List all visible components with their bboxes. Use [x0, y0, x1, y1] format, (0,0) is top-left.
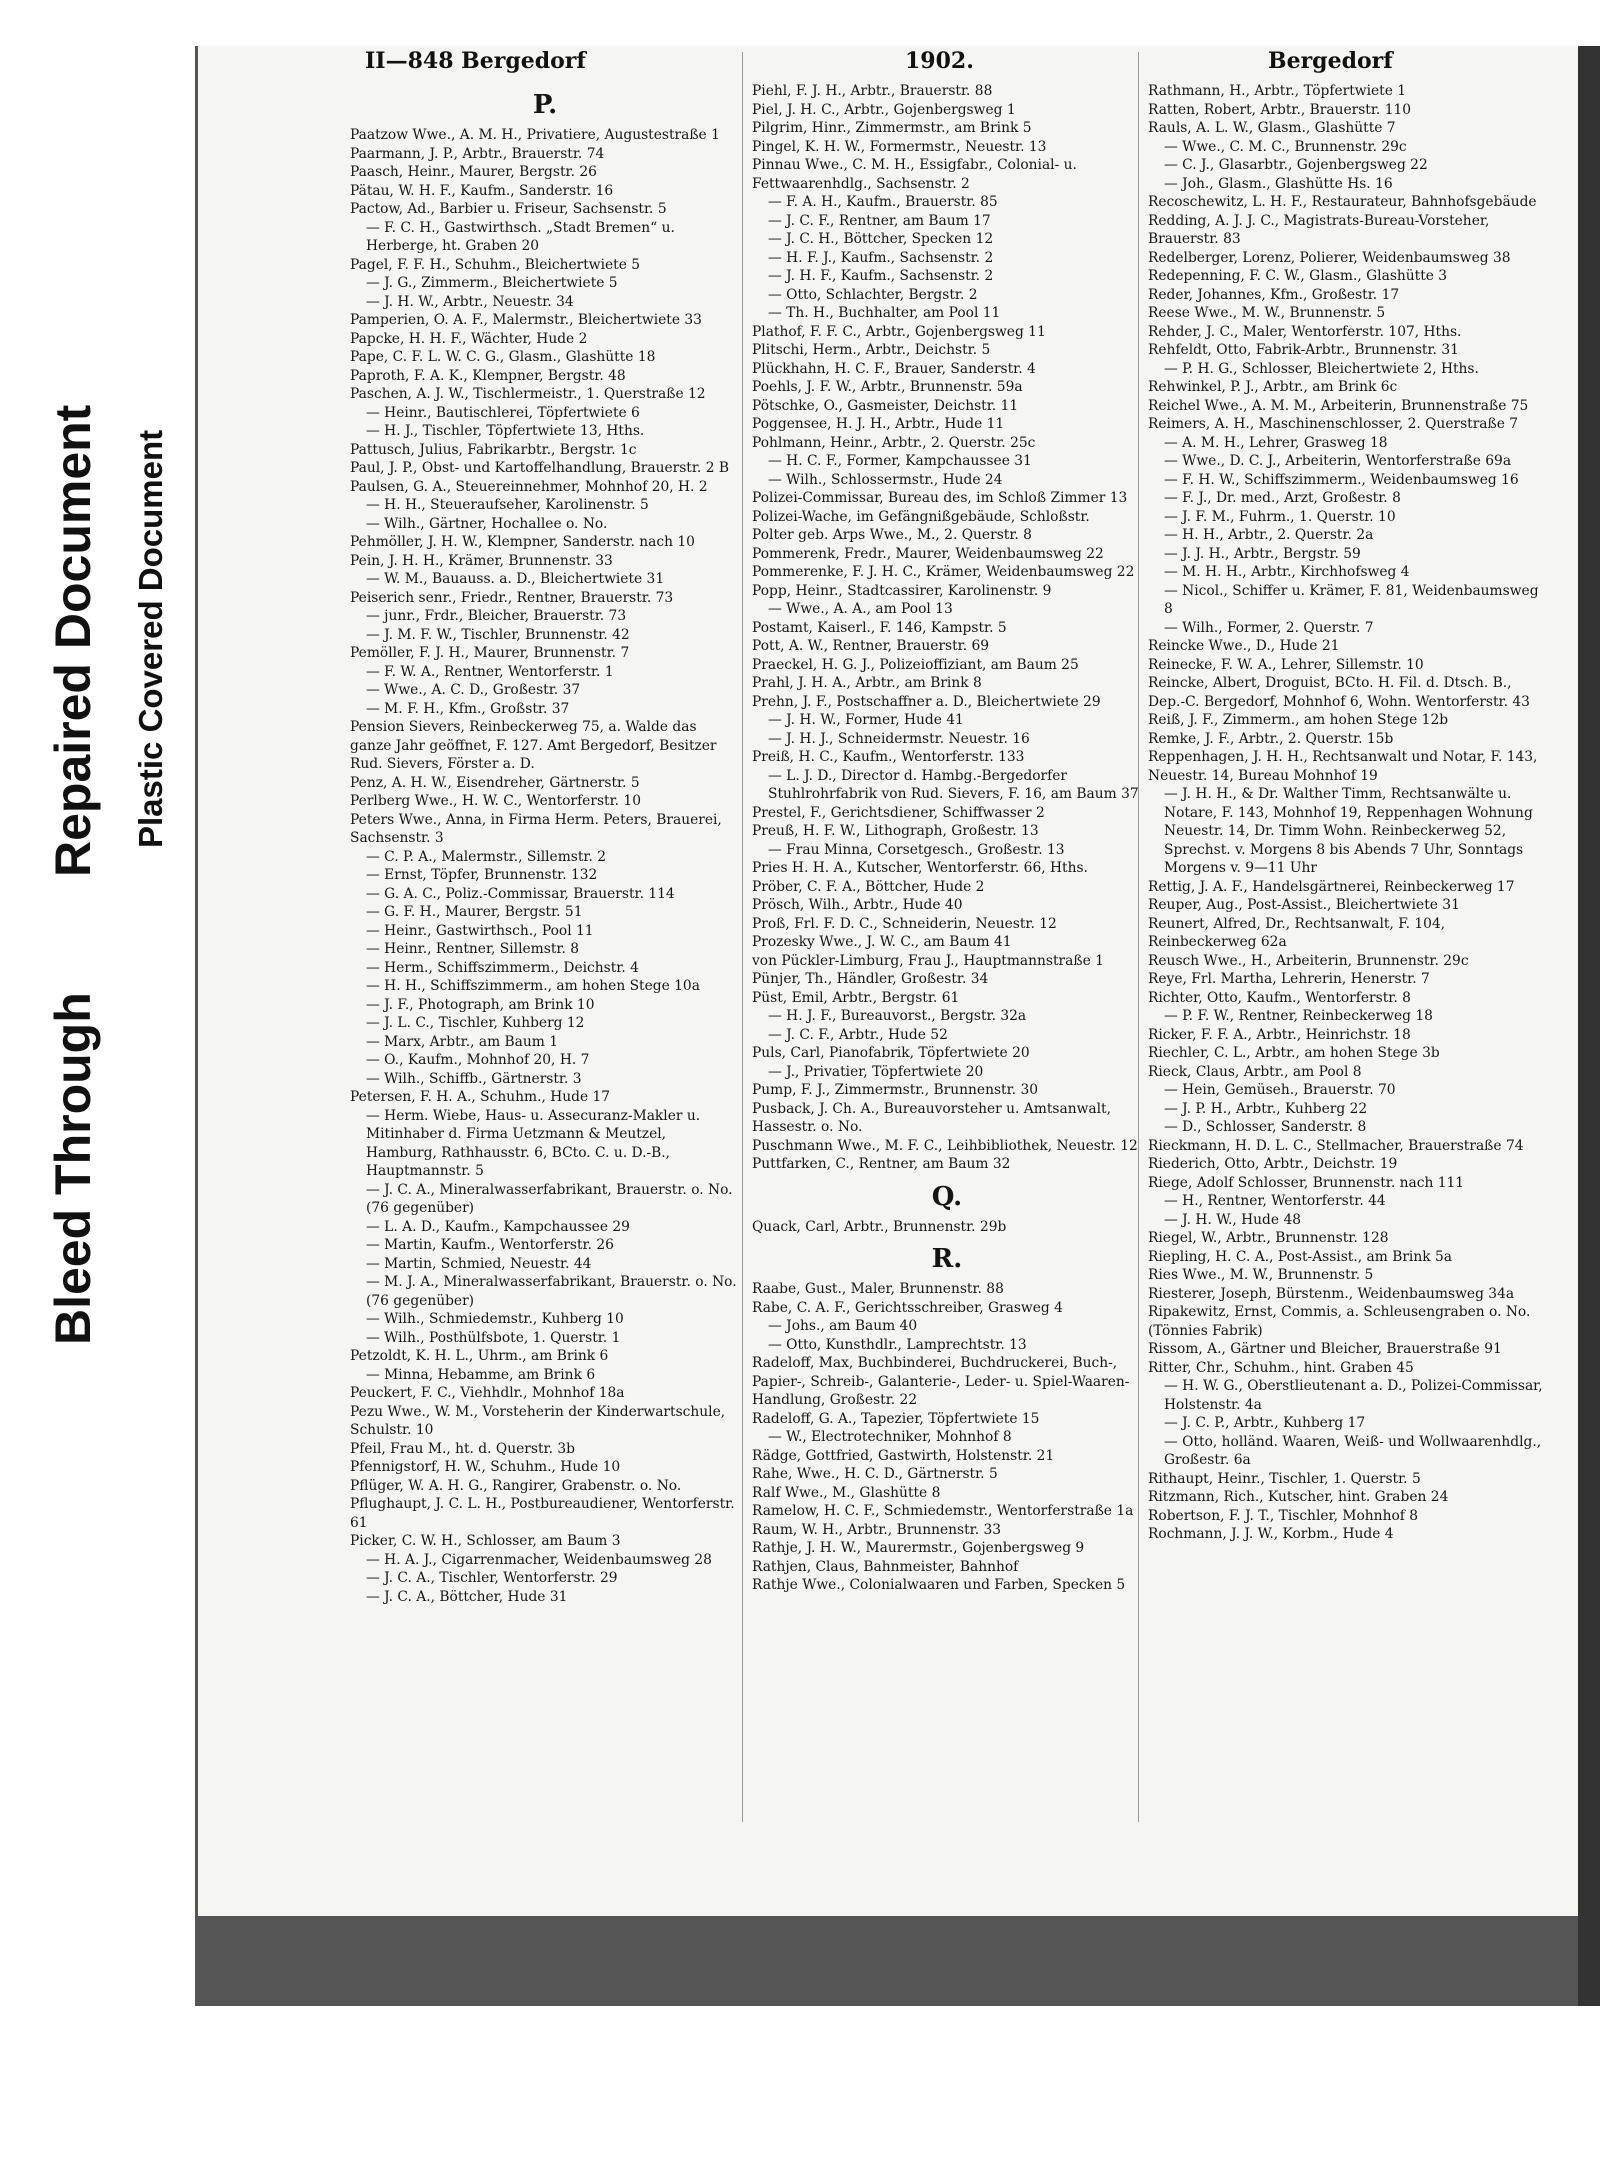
- section-letter: R.: [931, 1244, 963, 1274]
- directory-entry: — Wwe., C. M. C., Brunnenstr. 29c: [1164, 138, 1407, 155]
- directory-column-1: [350, 82, 740, 1606]
- directory-entry: — Joh., Glasm., Glashütte Hs. 16: [1164, 175, 1393, 192]
- directory-entry: — F. H. W., Schiffszimmerm., Weidenbaumsweg 16: [1164, 471, 1519, 488]
- directory-entry: Pein, J. H. H., Krämer, Brunnenstr. 33: [350, 552, 613, 569]
- directory-entry: Puschmann Wwe., M. F. C., Leihbibliothek, Neuestr. 12: [752, 1137, 1138, 1154]
- directory-entry: Pingel, K. H. W., Formermstr., Neuestr. 13: [752, 138, 1047, 155]
- directory-entry: — J. M. F. W., Tischler, Brunnenstr. 42: [366, 626, 630, 643]
- directory-entry: Pünjer, Th., Händler, Großestr. 34: [752, 971, 989, 987]
- directory-entry: Pape, C. F. L. W. C. G., Glasm., Glashütte 18: [350, 349, 656, 365]
- directory-entry: Penz, A. H. W., Eisendreher, Gärtnerstr. 5: [350, 774, 640, 791]
- directory-entry: — Herm. Wiebe, Haus- u. Assecuranz-Makler u. Mitinhaber d. Firma Uetzmann & Meutzel, Hamburg, Rathhausstr. 6, BCto. C. u. D.-B., Hauptmannstr. 5: [366, 1107, 701, 1179]
- directory-entry: Pinnau Wwe., C. M. H., Essigfabr., Colonial- u. Fettwaarenhdlg., Sachsenstr. 2: [752, 157, 1077, 192]
- directory-entry: Paul, J. P., Obst- und Kartoffelhandlung, Brauerstr. 2 B: [350, 460, 729, 476]
- page-edge: [1578, 46, 1600, 2006]
- directory-entry: Paschen, A. J. W., Tischlermeistr., 1. Querstraße 12: [350, 386, 706, 402]
- directory-entry: — J. H. H., & Dr. Walther Timm, Rechtsanwälte u. Notare, F. 143, Mohnhof 19, Reppenhagen Wohnung Neuestr. 14, Dr. Timm Wohn. Reinbeckerweg 52, Sprechst. v. Morgens 8 bis Abends 7 Uhr, Sonntags Morgens v. 9—11 Uhr: [1164, 786, 1533, 876]
- directory-entry: — Wwe., A. A., am Pool 13: [768, 601, 953, 617]
- directory-entry: — J. G., Zimmerm., Bleichertwiete 5: [366, 275, 618, 291]
- directory-entry: Preiß, H. C., Kaufm., Wentorferstr. 133: [752, 749, 1025, 765]
- directory-entry: — Johs., am Baum 40: [768, 1318, 918, 1334]
- directory-entry: Prehn, J. F., Postschaffner a. D., Bleichertwiete 29: [752, 693, 1101, 710]
- directory-entry: — P. H. G., Schlosser, Bleichertwiete 2, Hths.: [1164, 360, 1479, 377]
- directory-entry: Riegel, W., Arbtr., Brunnenstr. 128: [1148, 1230, 1389, 1246]
- directory-entry: — C. J., Glasarbtr., Gojenbergsweg 22: [1164, 157, 1428, 173]
- directory-entry: Paasch, Heinr., Maurer, Bergstr. 26: [350, 164, 597, 180]
- directory-entry: Reye, Frl. Martha, Lehrerin, Henerstr. 7: [1148, 971, 1430, 987]
- directory-entry: Papcke, H. H. F., Wächter, Hude 2: [350, 330, 588, 347]
- directory-entry: — Wilh., Gärtner, Hochallee o. No.: [366, 515, 608, 532]
- directory-entry: Plitschi, Herm., Arbtr., Deichstr. 5: [752, 342, 991, 358]
- header-center: 1902.: [905, 48, 974, 74]
- directory-entry: — J. L. C., Tischler, Kuhberg 12: [366, 1015, 585, 1031]
- directory-entry: — C. P. A., Malermstr., Sillemstr. 2: [366, 848, 607, 865]
- directory-entry: Perlberg Wwe., H. W. C., Wentorferstr. 10: [350, 793, 641, 809]
- sidebar: [0, 0, 195, 2177]
- directory-entry: Rathje Wwe., Colonialwaaren und Farben, Specken 5: [752, 1577, 1126, 1593]
- directory-entry: Pilgrim, Hinr., Zimmermstr., am Brink 5: [752, 120, 1032, 136]
- directory-entry: Pohlmann, Heinr., Arbtr., 2. Querstr. 25c: [752, 434, 1036, 451]
- directory-entry: Reincke Wwe., D., Hude 21: [1148, 638, 1340, 654]
- directory-entry: Reder, Johannes, Kfm., Großestr. 17: [1148, 286, 1400, 303]
- directory-entry: Pröber, C. F. A., Böttcher, Hude 2: [752, 878, 985, 895]
- directory-entry: — Wilh., Schmiedemstr., Kuhberg 10: [366, 1311, 624, 1327]
- directory-entry: Reese Wwe., M. W., Brunnenstr. 5: [1148, 305, 1386, 321]
- directory-entry: Rettig, J. A. F., Handelsgärtnerei, Reinbeckerweg 17: [1148, 878, 1515, 895]
- directory-entry: Riechler, C. L., Arbtr., am hohen Stege 3b: [1148, 1045, 1440, 1061]
- directory-entry: Riederich, Otto, Arbtr., Deichstr. 19: [1148, 1156, 1398, 1172]
- directory-entry: — Minna, Hebamme, am Brink 6: [366, 1366, 596, 1383]
- directory-entry: — A. M. H., Lehrer, Grasweg 18: [1164, 434, 1388, 451]
- directory-entry: Ricker, F. F. A., Arbtr., Heinrichstr. 18: [1148, 1026, 1411, 1043]
- directory-entry: — J. F., Photograph, am Brink 10: [366, 996, 595, 1013]
- directory-entry: Reinecke, F. W. A., Lehrer, Sillemstr. 10: [1148, 656, 1424, 673]
- directory-entry: — F. J., Dr. med., Arzt, Großestr. 8: [1164, 490, 1401, 506]
- directory-entry: — Wilh., Posthülfsbote, 1. Querstr. 1: [366, 1329, 621, 1346]
- directory-entry: — O., Kaufm., Mohnhof 20, H. 7: [366, 1052, 590, 1068]
- directory-entry: Pension Sievers, Reinbeckerweg 75, a. Walde das ganze Jahr geöffnet, F. 127. Amt Bergedorf, Besitzer Rud. Sievers, Förster a. D.: [350, 719, 717, 772]
- directory-entry: — Wilh., Former, 2. Querstr. 7: [1164, 619, 1374, 636]
- directory-entry: — J. C. F., Rentner, am Baum 17: [768, 212, 991, 229]
- directory-entry: Radeloff, Max, Buchbinderei, Buchdruckerei, Buch-, Papier-, Schreib-, Galanterie-, Leder- u. Spiel-Waaren-Handlung, Großestr. 22: [752, 1355, 1130, 1408]
- directory-entry: Rochmann, J. J. W., Korbm., Hude 4: [1148, 1526, 1394, 1542]
- directory-entry: — J. C. P., Arbtr., Kuhberg 17: [1164, 1415, 1366, 1431]
- label-bleed-through: Bleed Through: [45, 992, 101, 1345]
- directory-entry: Pactow, Ad., Barbier u. Friseur, Sachsenstr. 5: [350, 201, 667, 217]
- directory-entry: Radeloff, G. A., Tapezier, Töpfertwiete 15: [752, 1410, 1040, 1427]
- directory-entry: — W., Electrotechniker, Mohnhof 8: [768, 1429, 1012, 1445]
- directory-entry: Rieckmann, H. D. L. C., Stellmacher, Brauerstraße 74: [1148, 1137, 1524, 1154]
- directory-entry: — J. H. F., Kaufm., Sachsenstr. 2: [768, 268, 994, 284]
- directory-entry: Pommerenke, F. J. H. C., Krämer, Weidenbaumsweg 22: [752, 564, 1135, 580]
- directory-entry: Prestel, F., Gerichtsdiener, Schiffwasser 2: [752, 804, 1045, 821]
- directory-entry: — W. M., Bauauss. a. D., Bleichertwiete 31: [366, 571, 665, 587]
- directory-entry: Rieck, Claus, Arbtr., am Pool 8: [1148, 1063, 1362, 1080]
- directory-entry: Reppenhagen, J. H. H., Rechtsanwalt und Notar, F. 143, Neuestr. 14, Bureau Mohnhof 19: [1148, 749, 1538, 784]
- directory-entry: Recoschewitz, L. H. F., Restaurateur, Bahnhofsgebäude: [1148, 194, 1537, 210]
- directory-entry: — F. W. A., Rentner, Wentorferstr. 1: [366, 663, 614, 680]
- directory-entry: Reunert, Alfred, Dr., Rechtsanwalt, F. 104, Reinbeckerweg 62a: [1148, 915, 1446, 950]
- directory-entry: Quack, Carl, Arbtr., Brunnenstr. 29b: [752, 1218, 1007, 1235]
- directory-entry: Pattusch, Julius, Fabrikarbtr., Bergstr. 1c: [350, 441, 637, 458]
- directory-entry: Ritter, Chr., Schuhm., hint. Graben 45: [1148, 1359, 1414, 1376]
- directory-entry: Pommerenk, Fredr., Maurer, Weidenbaumsweg 22: [752, 545, 1104, 562]
- directory-entry: — J., Privatier, Töpfertwiete 20: [768, 1063, 984, 1080]
- directory-column-2: [752, 82, 1142, 1595]
- directory-entry: — J. C. A., Mineralwasserfabrikant, Brauerstr. o. No. (76 gegenüber): [366, 1181, 733, 1216]
- directory-entry: Riesterer, Joseph, Bürstenm., Weidenbaumsweg 34a: [1148, 1285, 1515, 1302]
- directory-entry: Postamt, Kaiserl., F. 146, Kampstr. 5: [752, 619, 1007, 636]
- directory-entry: — Wilh., Schlossermstr., Hude 24: [768, 471, 1003, 488]
- directory-entry: Puls, Carl, Pianofabrik, Töpfertwiete 20: [752, 1045, 1030, 1061]
- directory-entry: Reusch Wwe., H., Arbeiterin, Brunnenstr. 29c: [1148, 952, 1469, 969]
- directory-entry: Raum, W. H., Arbtr., Brunnenstr. 33: [752, 1521, 1002, 1538]
- directory-entry: Peiserich senr., Friedr., Rentner, Brauerstr. 73: [350, 589, 674, 606]
- directory-entry: Rädge, Gottfried, Gastwirth, Holstenstr. 21: [752, 1447, 1055, 1464]
- directory-entry: Paarmann, J. P., Arbtr., Brauerstr. 74: [350, 145, 605, 162]
- directory-entry: — H. H., Steueraufseher, Karolinenstr. 5: [366, 497, 649, 513]
- directory-entry: Remke, J. F., Arbtr., 2. Querstr. 15b: [1148, 730, 1394, 747]
- directory-entry: Praeckel, H. G. J., Polizeioffiziant, am Baum 25: [752, 656, 1079, 673]
- directory-entry: — L. J. D., Director d. Hambg.-Bergedorfer Stuhlrohrfabrik von Rud. Sievers, F. 16, am Baum 37: [768, 767, 1139, 802]
- directory-entry: Rehwinkel, P. J., Arbtr., am Brink 6c: [1148, 379, 1398, 395]
- directory-entry: — J. H. W., Hude 48: [1164, 1211, 1301, 1228]
- directory-entry: — H. J. F., Bureauvorst., Bergstr. 32a: [768, 1008, 1027, 1024]
- directory-entry: Prahl, J. H. A., Arbtr., am Brink 8: [752, 675, 982, 691]
- directory-entry: — H. W. G., Oberstlieutenant a. D., Polizei-Commissar, Holstenstr. 4a: [1164, 1378, 1543, 1413]
- directory-entry: Pott, A. W., Rentner, Brauerstr. 69: [752, 638, 990, 654]
- directory-entry: Pflughaupt, J. C. L. H., Postbureaudiener, Wentorferstr. 61: [350, 1496, 735, 1531]
- header-left: II—848 Bergedorf: [365, 48, 586, 74]
- directory-entry: Reuper, Aug., Post-Assist., Bleichertwiete 31: [1148, 897, 1460, 913]
- directory-entry: — J. C. H., Böttcher, Specken 12: [768, 231, 994, 247]
- directory-entry: — J. P. H., Arbtr., Kuhberg 22: [1164, 1100, 1368, 1117]
- directory-entry: — D., Schlosser, Sanderstr. 8: [1164, 1119, 1367, 1135]
- directory-entry: Ritzmann, Rich., Kutscher, hint. Graben 24: [1148, 1489, 1449, 1505]
- directory-entry: — J. H. W., Arbtr., Neuestr. 34: [366, 293, 574, 310]
- directory-entry: Paatzow Wwe., A. M. H., Privatiere, Augustestraße 1: [350, 127, 720, 143]
- directory-entry: Piel, J. H. C., Arbtr., Gojenbergsweg 1: [752, 101, 1016, 118]
- section-letter: Q.: [931, 1181, 963, 1212]
- directory-entry: Petersen, F. H. A., Schuhm., Hude 17: [350, 1089, 611, 1105]
- directory-entry: — Th. H., Buchhalter, am Pool 11: [768, 305, 1001, 321]
- directory-entry: — H. A. J., Cigarrenmacher, Weidenbaumsweg 28: [366, 1551, 712, 1568]
- directory-entry: — Heinr., Gastwirthsch., Pool 11: [366, 922, 594, 939]
- directory-entry: — H. F. J., Kaufm., Sachsenstr. 2: [768, 249, 994, 266]
- directory-entry: Pries H. H. A., Kutscher, Wentorferstr. 66, Hths.: [752, 860, 1088, 876]
- directory-entry: Rahe, Wwe., H. C. D., Gärtnerstr. 5: [752, 1466, 998, 1482]
- directory-entry: Pehmöller, J. H. W., Klempner, Sanderstr. nach 10: [350, 534, 695, 550]
- directory-entry: Pflüger, W. A. H. G., Rangirer, Grabenstr. o. No.: [350, 1477, 682, 1494]
- directory-entry: Redepenning, F. C. W., Glasm., Glashütte 3: [1148, 268, 1448, 284]
- directory-entry: Polter geb. Arps Wwe., M., 2. Querstr. 8: [752, 527, 1032, 543]
- directory-entry: Redelberger, Lorenz, Polierer, Weidenbaumsweg 38: [1148, 249, 1511, 266]
- directory-entry: Peuckert, F. C., Viehhdlr., Mohnhof 18a: [350, 1385, 625, 1401]
- directory-entry: Ries Wwe., M. W., Brunnenstr. 5: [1148, 1267, 1374, 1283]
- directory-entry: — Otto, Kunsthdlr., Lamprechtstr. 13: [768, 1336, 1027, 1353]
- directory-entry: Polizei-Wache, im Gefängnißgebäude, Schloßstr.: [752, 508, 1090, 525]
- directory-entry: Petzoldt, K. H. L., Uhrm., am Brink 6: [350, 1348, 609, 1364]
- directory-entry: — Heinr., Bautischlerei, Töpfertwiete 6: [366, 404, 640, 421]
- directory-entry: — Wwe., D. C. J., Arbeiterin, Wentorferstraße 69a: [1164, 453, 1512, 469]
- directory-entry: — J. C. A., Tischler, Wentorferstr. 29: [366, 1570, 618, 1586]
- directory-entry: Rathjen, Claus, Bahnmeister, Bahnhof: [752, 1558, 1019, 1575]
- directory-entry: Rehder, J. C., Maler, Wentorferstr. 107, Hths.: [1148, 323, 1462, 340]
- directory-entry: — M. F. H., Kfm., Großstr. 37: [366, 700, 570, 717]
- directory-entry: — Martin, Kaufm., Wentorferstr. 26: [366, 1237, 614, 1253]
- directory-entry: Pätau, W. H. F., Kaufm., Sanderstr. 16: [350, 182, 614, 199]
- directory-entry: Reincke, Albert, Droguist, BCto. H. Fil. d. Dtsch. B., Dep.-C. Bergedorf, Mohnhof 6, Wohn. Wentorferstr. 43: [1148, 675, 1530, 710]
- directory-entry: — Frau Minna, Corsetgesch., Großestr. 13: [768, 841, 1065, 858]
- directory-entry: — Wilh., Schiffb., Gärtnerstr. 3: [366, 1070, 582, 1087]
- directory-entry: Polizei-Commissar, Bureau des, im Schloß Zimmer 13: [752, 490, 1128, 506]
- directory-entry: — Hein, Gemüseh., Brauerstr. 70: [1164, 1082, 1396, 1098]
- directory-entry: — H. H., Arbtr., 2. Querstr. 2a: [1164, 527, 1374, 543]
- directory-entry: — F. A. H., Kaufm., Brauerstr. 85: [768, 194, 998, 210]
- directory-entry: Piehl, F. J. H., Arbtr., Brauerstr. 88: [752, 83, 993, 99]
- directory-entry: — L. A. D., Kaufm., Kampchaussee 29: [366, 1218, 630, 1235]
- directory-entry: Pemöller, F. J. H., Maurer, Brunnenstr. 7: [350, 645, 630, 661]
- directory-entry: Rauls, A. L. W., Glasm., Glashütte 7: [1148, 120, 1396, 136]
- directory-entry: Poggensee, H. J. H., Arbtr., Hude 11: [752, 416, 1005, 432]
- directory-entry: — junr., Frdr., Bleicher, Brauerstr. 73: [366, 608, 627, 624]
- directory-entry: Ratten, Robert, Arbtr., Brauerstr. 110: [1148, 101, 1412, 118]
- directory-entry: — Ernst, Töpfer, Brunnenstr. 132: [366, 867, 598, 883]
- directory-entry: Ramelow, H. C. F., Schmiedemstr., Wentorferstraße 1a: [752, 1503, 1134, 1519]
- header-right: Bergedorf: [1268, 48, 1393, 74]
- directory-entry: Pusback, J. Ch. A., Bureauvorsteher u. Amtsanwalt, Hassestr. o. No.: [752, 1100, 1111, 1135]
- directory-entry: Prozesky Wwe., J. W. C., am Baum 41: [752, 934, 1012, 950]
- directory-entry: — J. C. F., Arbtr., Hude 52: [768, 1026, 948, 1043]
- directory-entry: — Herm., Schiffszimmerm., Deichstr. 4: [366, 959, 639, 976]
- label-repaired-document: Repaired Document: [45, 404, 101, 877]
- directory-entry: — H. C. F., Former, Kampchaussee 31: [768, 453, 1032, 469]
- directory-entry: — Wwe., A. C. D., Großestr. 37: [366, 682, 581, 698]
- directory-entry: Plückhahn, H. C. F., Brauer, Sanderstr. 4: [752, 360, 1036, 377]
- directory-entry: Rathmann, H., Arbtr., Töpfertwiete 1: [1148, 83, 1407, 99]
- directory-entry: Robertson, F. J. T., Tischler, Mohnhof 8: [1148, 1507, 1419, 1524]
- directory-entry: Peters Wwe., Anna, in Firma Herm. Peters, Brauerei, Sachsenstr. 3: [350, 811, 722, 846]
- directory-entry: — J. H. J., Schneidermstr. Neuestr. 16: [768, 730, 1030, 747]
- directory-entry: Popp, Heinr., Stadtcassirer, Karolinenstr. 9: [752, 582, 1052, 599]
- directory-entry: Proß, Frl. F. D. C., Schneiderin, Neuestr. 12: [752, 915, 1057, 932]
- directory-entry: Ralf Wwe., M., Glashütte 8: [752, 1484, 941, 1501]
- directory-entry: — Nicol., Schiffer u. Krämer, F. 81, Weidenbaumsweg 8: [1164, 582, 1539, 617]
- section-letter: P.: [532, 90, 558, 120]
- directory-entry: Pamperien, O. A. F., Malermstr., Bleichertwiete 33: [350, 312, 702, 328]
- directory-entry: Riepling, H. C. A., Post-Assist., am Brink 5a: [1148, 1248, 1452, 1265]
- directory-entry: — J. C. A., Böttcher, Hude 31: [366, 1588, 568, 1605]
- directory-column-3: [1148, 82, 1548, 1544]
- directory-entry: Plathof, F. F. C., Arbtr., Gojenbergsweg 11: [752, 323, 1046, 340]
- directory-entry: von Pückler-Limburg, Frau J., Hauptmannstraße 1: [752, 952, 1104, 969]
- directory-entry: Rathje, J. H. W., Maurermstr., Gojenbergsweg 9: [752, 1540, 1085, 1556]
- directory-entry: Rehfeldt, Otto, Fabrik-Arbtr., Brunnenstr. 31: [1148, 342, 1459, 358]
- directory-entry: — Martin, Schmied, Neuestr. 44: [366, 1255, 592, 1272]
- column-rule-1: [742, 52, 743, 1822]
- directory-entry: — G. F. H., Maurer, Bergstr. 51: [366, 904, 583, 920]
- directory-entry: Pfeil, Frau M., ht. d. Querstr. 3b: [350, 1440, 575, 1457]
- directory-entry: Riege, Adolf Schlosser, Brunnenstr. nach 111: [1148, 1174, 1465, 1191]
- directory-entry: — H. J., Tischler, Töpfertwiete 13, Hths.: [366, 423, 645, 439]
- directory-entry: Pötschke, O., Gasmeister, Deichstr. 11: [752, 397, 1019, 414]
- directory-entry: Reichel Wwe., A. M. M., Arbeiterin, Brunnenstraße 75: [1148, 397, 1529, 414]
- directory-entry: Ripakewitz, Ernst, Commis, a. Schleusengraben o. No. (Tönnies Fabrik): [1148, 1304, 1531, 1339]
- directory-entry: Pezu Wwe., W. M., Vorsteherin der Kinderwartschule, Schulstr. 10: [350, 1403, 726, 1438]
- directory-entry: Puttfarken, C., Rentner, am Baum 32: [752, 1156, 1011, 1172]
- directory-entry: Rissom, A., Gärtner und Bleicher, Brauerstraße 91: [1148, 1341, 1502, 1357]
- directory-entry: — J. J. H., Arbtr., Bergstr. 59: [1164, 545, 1361, 562]
- directory-entry: — Marx, Arbtr., am Baum 1: [366, 1033, 559, 1050]
- directory-entry: — M. J. A., Mineralwasserfabrikant, Brauerstr. o. No. (76 gegenüber): [366, 1274, 737, 1309]
- directory-entry: — F. C. H., Gastwirthsch. „Stadt Bremen“ u. Herberge, ht. Graben 20: [366, 219, 675, 254]
- directory-entry: Rabe, C. A. F., Gerichtsschreiber, Grasweg 4: [752, 1299, 1063, 1316]
- directory-entry: Reimers, A. H., Maschinenschlosser, 2. Querstraße 7: [1148, 416, 1519, 432]
- directory-entry: — P. F. W., Rentner, Reinbeckerweg 18: [1164, 1008, 1433, 1024]
- directory-entry: — Otto, Schlachter, Bergstr. 2: [768, 286, 978, 303]
- directory-entry: — M. H. H., Arbtr., Kirchhofsweg 4: [1164, 564, 1410, 580]
- directory-entry: Pagel, F. F. H., Schuhm., Bleichertwiete 5: [350, 256, 641, 273]
- directory-entry: Preuß, H. F. W., Lithograph, Großestr. 13: [752, 823, 1039, 839]
- directory-entry: Paulsen, G. A., Steuereinnehmer, Mohnhof 20, H. 2: [350, 478, 708, 495]
- directory-entry: Pump, F. J., Zimmermstr., Brunnenstr. 30: [752, 1082, 1039, 1098]
- directory-entry: Pfennigstorf, H. W., Schuhm., Hude 10: [350, 1459, 621, 1475]
- directory-entry: — J. H. W., Former, Hude 41: [768, 712, 964, 728]
- directory-entry: Poehls, J. F. W., Arbtr., Brunnenstr. 59a: [752, 379, 1023, 395]
- directory-entry: Püst, Emil, Arbtr., Bergstr. 61: [752, 989, 960, 1006]
- directory-entry: — H. H., Schiffszimmerm., am hohen Stege 10a: [366, 978, 700, 994]
- directory-entry: — H., Rentner, Wentorferstr. 44: [1164, 1193, 1386, 1209]
- label-plastic-covered-document: Plastic Covered Document: [132, 429, 169, 848]
- directory-entry: Prösch, Wilh., Arbtr., Hude 40: [752, 897, 963, 913]
- directory-entry: Redding, A. J. J. C., Magistrats-Bureau-Vorsteher, Brauerstr. 83: [1148, 212, 1490, 247]
- directory-entry: Raabe, Gust., Maler, Brunnenstr. 88: [752, 1281, 1004, 1297]
- directory-entry: — J. F. M., Fuhrm., 1. Querstr. 10: [1164, 508, 1396, 525]
- directory-entry: Rithaupt, Heinr., Tischler, 1. Querstr. 5: [1148, 1470, 1421, 1487]
- directory-entry: Paproth, F. A. K., Klempner, Bergstr. 48: [350, 367, 626, 384]
- directory-entry: — G. A. C., Poliz.-Commissar, Brauerstr. 114: [366, 885, 675, 902]
- directory-entry: — Heinr., Rentner, Sillemstr. 8: [366, 941, 579, 957]
- directory-entry: Reiß, J. F., Zimmerm., am hohen Stege 12b: [1148, 712, 1449, 728]
- directory-entry: Richter, Otto, Kaufm., Wentorferstr. 8: [1148, 989, 1411, 1006]
- directory-entry: Picker, C. W. H., Schlosser, am Baum 3: [350, 1533, 621, 1549]
- directory-entry: — Otto, holländ. Waaren, Weiß- und Wollwaarenhdlg., Großestr. 6a: [1164, 1433, 1542, 1468]
